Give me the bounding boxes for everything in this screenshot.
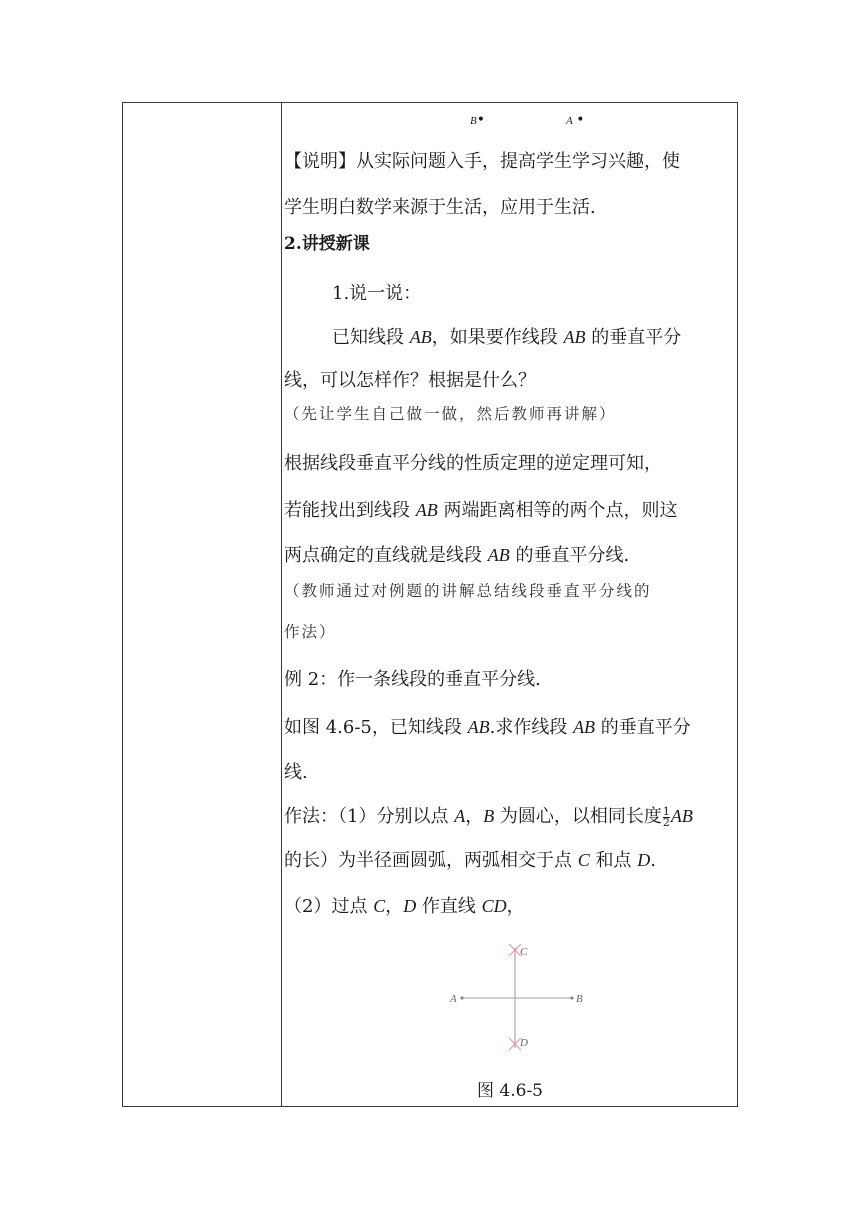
method-line-1 (284, 804, 693, 829)
note-paren-2: （教师通过对例题的讲解总结线段垂直平分线的 (284, 582, 652, 600)
point-a: A (454, 806, 466, 826)
segment-ab: AB (573, 717, 596, 737)
method-line-2 (284, 848, 656, 873)
para-line-5: 线，可以怎样作？根据是什么？ (284, 370, 536, 391)
point-b-label: B (470, 115, 477, 127)
sub-heading: 1.说一说： (332, 283, 422, 304)
segment-ab: AB (487, 545, 510, 565)
note-line-2: 学生明白数学来源于生活，应用于生活. (284, 197, 596, 218)
point-c: C (577, 850, 590, 870)
segment-ab: AB (415, 500, 438, 520)
text-run: 的垂直平分 (595, 717, 691, 738)
text-run: 的垂直平分 (585, 327, 682, 348)
segment-ab: AB (563, 327, 586, 347)
note-paren-1: （先让学生自己做一做，然后教师再讲解） (284, 405, 617, 423)
text-run: 已知线段 (332, 327, 410, 348)
text-run: 的垂直平分线. (509, 545, 630, 566)
segment-ab: AB (670, 806, 693, 826)
figure-point-a (460, 996, 463, 999)
method-line-3 (284, 894, 525, 919)
point-a-top: A • (566, 112, 585, 128)
text-run: 两点确定的直线就是线段 (284, 545, 488, 566)
text-run: .求作线段 (489, 717, 574, 738)
note-line-1: 【说明】从实际问题入手，提高学生学习兴趣，使 (284, 151, 680, 172)
example-line-2: 线. (284, 762, 308, 783)
fraction-denominator: 2 (662, 815, 670, 829)
point-b: B (483, 806, 495, 826)
text-run: 若能找出到线段 (284, 500, 416, 521)
table-frame (122, 102, 738, 1107)
text-run: ，如果要作线段 (431, 327, 564, 348)
point-a-label: A (566, 115, 573, 127)
figure-label-a: A (450, 993, 457, 1005)
text-run: ， (506, 896, 525, 917)
segment-ab: AB (409, 327, 432, 347)
text-run: 为圆心，以相同长度 (494, 806, 662, 827)
para-line-8 (284, 498, 677, 523)
text-run: . (650, 850, 656, 871)
section-heading: 2.讲授新课 (284, 234, 370, 254)
text-run: 如图 4.6-5，已知线段 (284, 717, 468, 738)
column-divider (281, 102, 282, 1107)
text-run: 作直线 (416, 896, 482, 917)
fraction-half (662, 804, 670, 829)
point-b-top: B• (470, 112, 485, 128)
figure-point-b (570, 996, 573, 999)
point-d: D (403, 896, 417, 916)
text-run: 和点 (589, 850, 638, 871)
figure-label-c: C (520, 946, 528, 958)
point-c: C (373, 896, 386, 916)
para-line-4 (332, 325, 681, 350)
example-line-1 (284, 715, 691, 740)
figure-label-b: B (576, 993, 583, 1005)
para-line-9 (284, 543, 629, 568)
text-run: 的长）为半径画圆弧，两弧相交于点 (284, 850, 578, 871)
para-line-7: 根据线段垂直平分线的性质定理的逆定理可知， (284, 453, 662, 474)
text-run: ， (385, 896, 404, 917)
fraction-numerator: 1 (662, 804, 670, 818)
example-title: 例 2：作一条线段的垂直平分线. (284, 669, 541, 690)
figure-label-d: D (520, 1037, 528, 1049)
text-run: 两端距离相等的两个点，则这 (437, 500, 678, 521)
text-run: 作法：（1）分别以点 (284, 806, 455, 827)
text-run: ， (465, 806, 484, 827)
perpendicular-bisector-figure (440, 938, 600, 1058)
segment-cd: CD (481, 896, 507, 916)
point-d: D (637, 850, 651, 870)
figure-caption: 图 4.6-5 (477, 1081, 543, 1101)
segment-ab: AB (467, 717, 490, 737)
text-run: （2）过点 (284, 896, 374, 917)
note-paren-2b: 作法） (284, 623, 337, 641)
